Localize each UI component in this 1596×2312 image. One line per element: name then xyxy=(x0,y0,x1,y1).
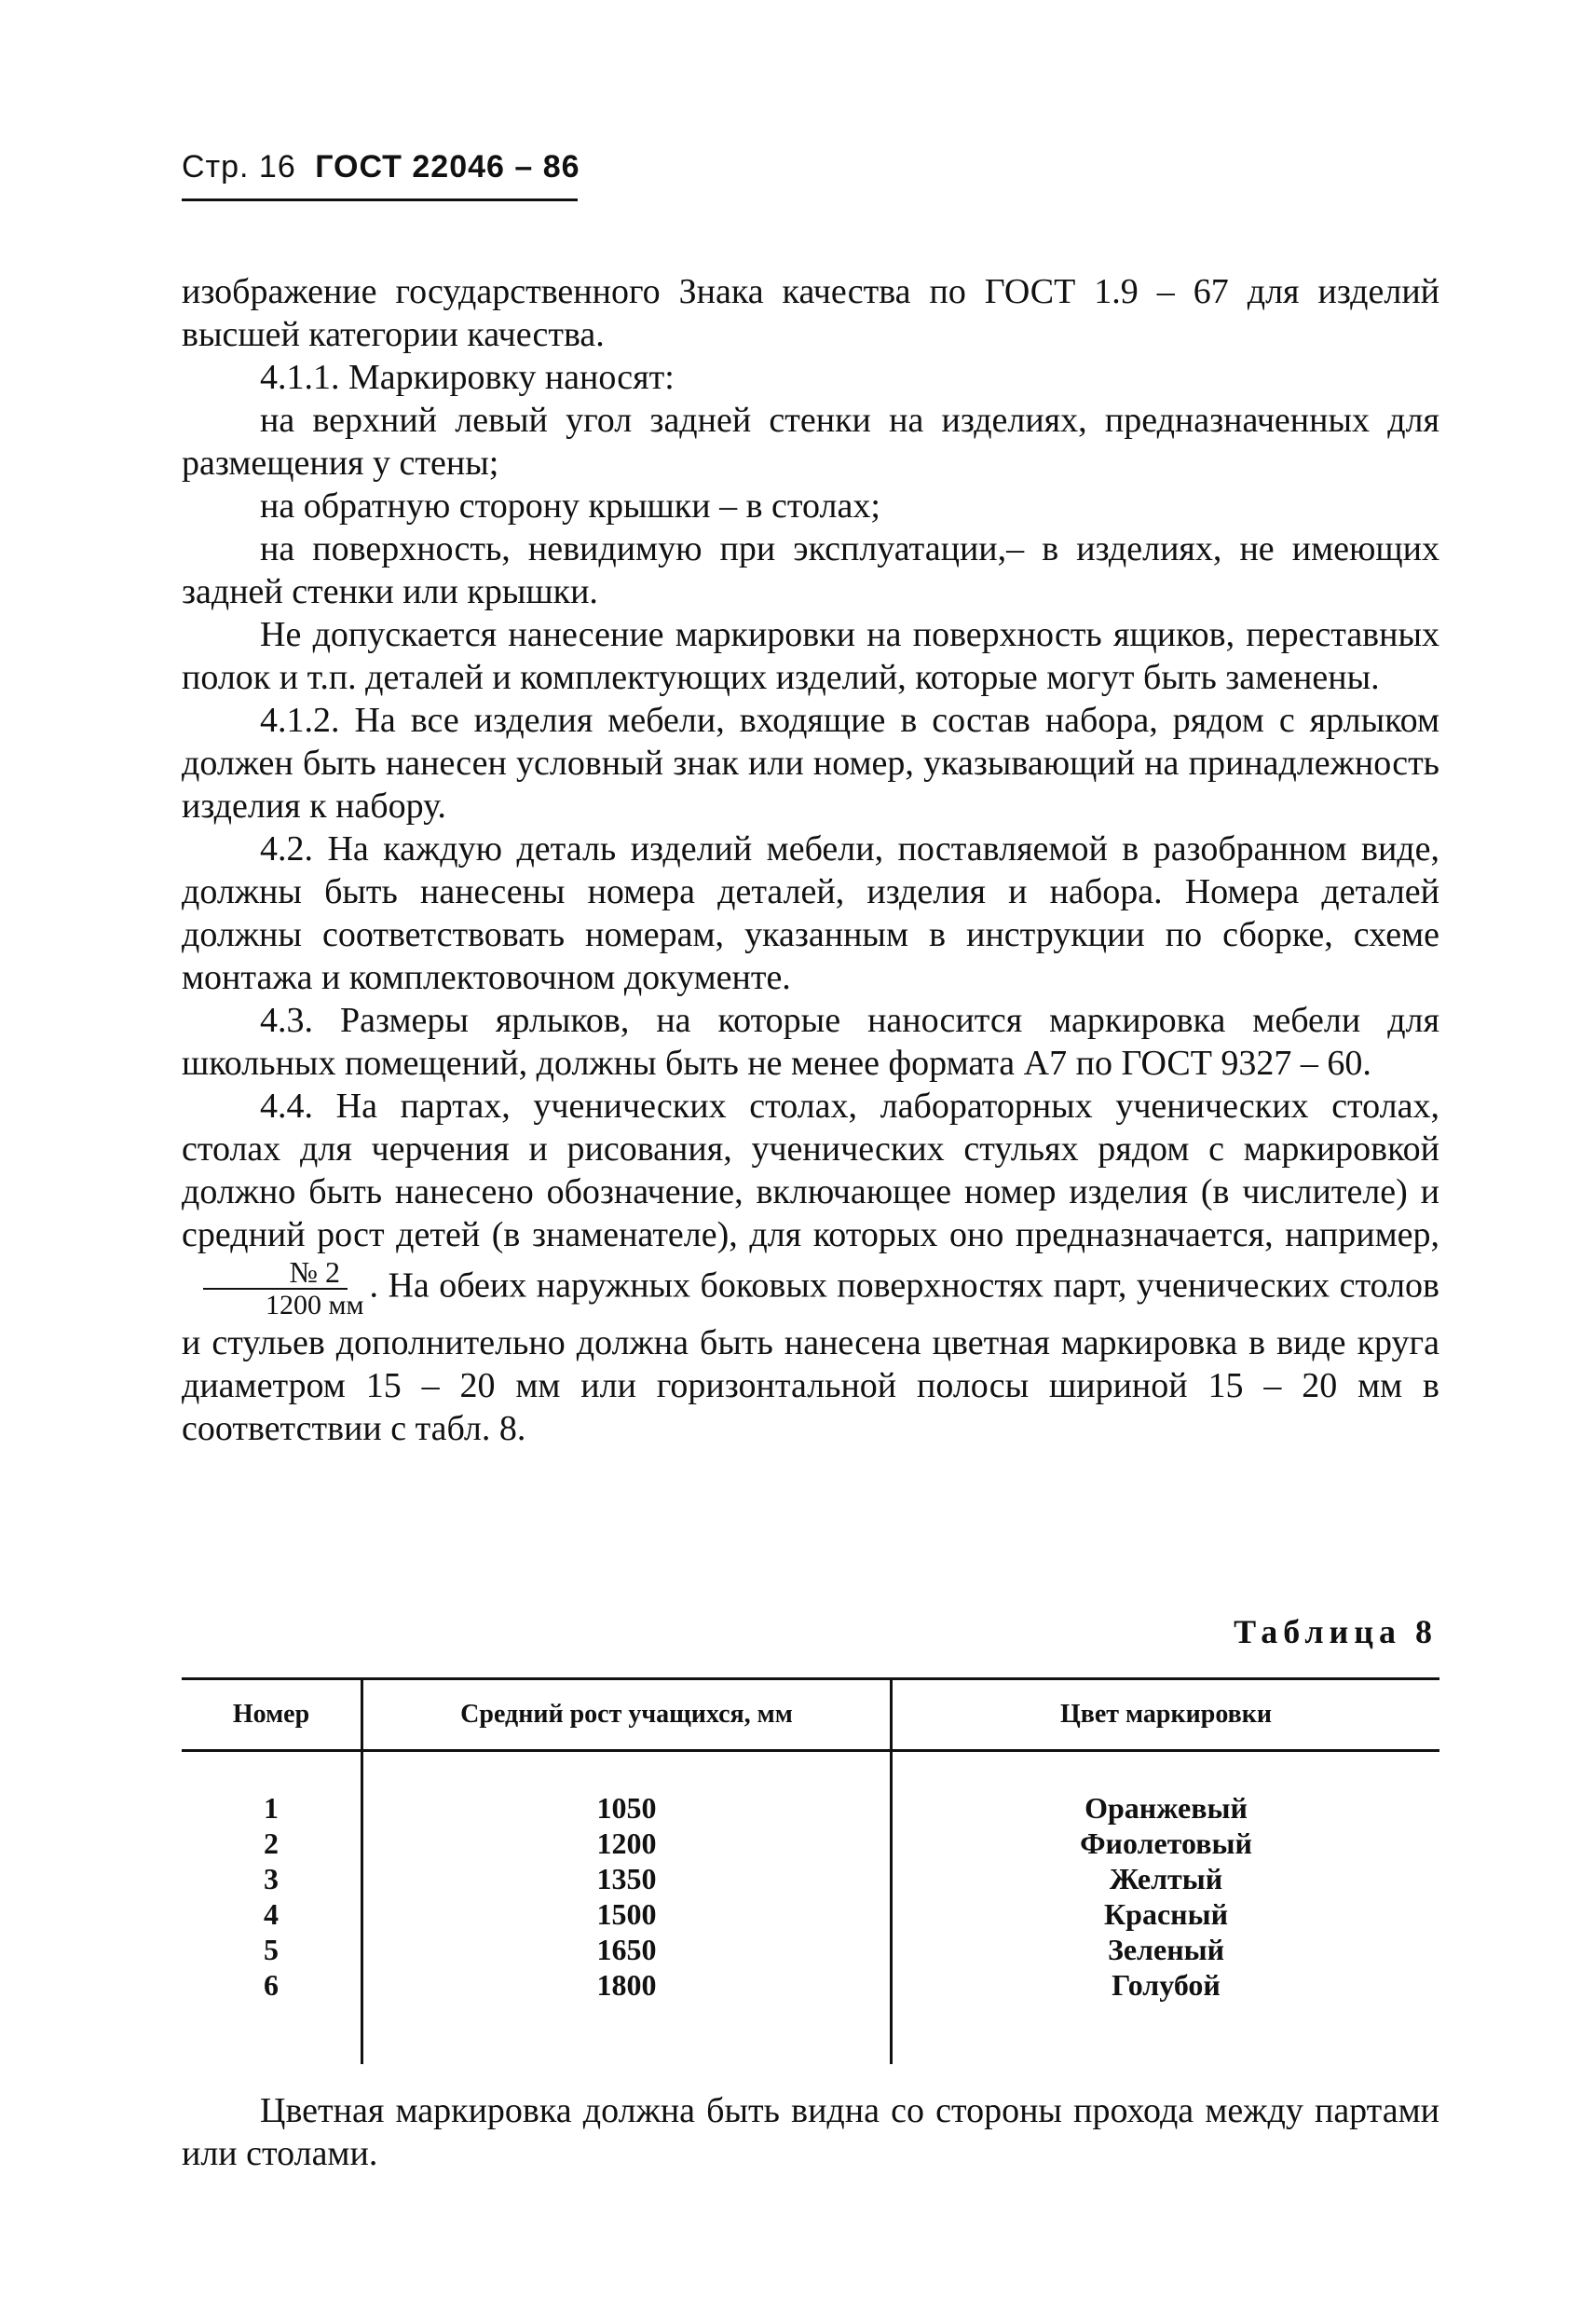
cell-height: 1500 xyxy=(596,1897,657,1931)
paragraph: на обратную сторону крышки – в столах; xyxy=(260,486,880,526)
cell-number: 4 xyxy=(264,1897,279,1931)
table-row xyxy=(182,1790,1439,1826)
cell-color: Зеленый xyxy=(1107,1933,1225,1966)
table-body xyxy=(182,1790,1439,2003)
paragraph: на поверхность, невидимую при эксплуатации,– в изделиях, не имеющих задней стенки или крышки. xyxy=(182,529,1439,611)
paragraph: 4.1.2. На все изделия мебели, входящие в состав набора, рядом с ярлыком должен быть нанесен условный знак или номер, указывающий на принадлежность изделия к набору. xyxy=(182,701,1439,826)
cell-height: 1800 xyxy=(596,1968,657,2002)
cell-color: Фиолетовый xyxy=(1080,1826,1252,1860)
header-rule xyxy=(182,198,578,201)
paragraph: 4.1.1. Маркировку наносят: xyxy=(260,358,675,397)
table-row xyxy=(182,1861,1439,1896)
cell-number: 2 xyxy=(264,1826,279,1860)
cell-number: 3 xyxy=(264,1862,279,1895)
cell-height: 1350 xyxy=(596,1862,657,1895)
fraction-denominator: 1200 мм xyxy=(266,1290,364,1320)
paragraph-4-4-part-1: 4.4. На партах, ученических столах, лабораторных ученических столах, столах для черчения и рисования, ученических стульях рядом с маркировкой должно быть нанесено обозначение, включающее номер изделия (в числителе) и средний рост детей (в знаменателе), для которых оно предназначается, например, xyxy=(182,1087,1439,1254)
marking-color-table xyxy=(182,1677,1439,2064)
standard-designation: ГОСТ 22046 – 86 xyxy=(315,149,580,185)
closing-text xyxy=(182,2089,1439,2175)
paragraph-4-4 xyxy=(182,1085,1439,1450)
table-header-number: Номер xyxy=(232,1700,310,1729)
table-row xyxy=(182,1826,1439,1861)
cell-height: 1050 xyxy=(596,1791,657,1825)
cell-color: Красный xyxy=(1103,1897,1229,1931)
paragraph: на верхний левый угол задней стенки на изделиях, предназначенных для размещения у стены; xyxy=(182,401,1439,483)
cell-number: 6 xyxy=(264,1968,279,2002)
paragraph: изображение государственного Знака качества по ГОСТ 1.9 – 67 для изделий высшей категории качества. xyxy=(182,272,1439,354)
cell-number: 5 xyxy=(264,1933,279,1966)
cell-number: 1 xyxy=(264,1791,279,1825)
table-row xyxy=(182,1896,1439,1932)
cell-height: 1200 xyxy=(596,1826,657,1860)
table-header-row xyxy=(182,1680,1439,1752)
cell-color: Желтый xyxy=(1109,1862,1223,1895)
paragraph-4-4-part-2: . На обеих наружных боковых поверхностях парт, ученических столов и стульев дополнительно должна быть нанесена цветная маркировка в виде круга диаметром 15 – 20 мм или горизонтальной полосы шириной 15 – 20 мм в соответствии с табл. 8. xyxy=(182,1265,1439,1448)
body-text xyxy=(182,270,1439,1450)
table-header-height: Средний рост учащихся, мм xyxy=(460,1700,793,1729)
fraction-numerator: № 2 xyxy=(203,1256,348,1290)
paragraph: 4.3. Размеры ярлыков, на которые наносится маркировка мебели для школьных помещений, должны быть не менее формата А7 по ГОСТ 9327 – 60. xyxy=(182,1001,1439,1083)
table-row xyxy=(182,1967,1439,2003)
page-header xyxy=(182,149,580,185)
page-number-label: Стр. 16 xyxy=(182,149,296,185)
cell-color: Оранжевый xyxy=(1084,1791,1248,1825)
paragraph: 4.2. На каждую деталь изделий мебели, поставляемой в разобранном виде, должны быть нанесены номера деталей, изделия и набора. Номера деталей должны соответствовать номерам, указанным в инструкции по сборке, схеме монтажа и комплектовочном документе. xyxy=(182,829,1439,997)
table-header-color: Цвет маркировки xyxy=(1059,1700,1273,1729)
table-row xyxy=(182,1932,1439,1967)
fraction-example xyxy=(187,1256,363,1321)
table-caption: Таблица 8 xyxy=(1234,1613,1438,1650)
cell-height: 1650 xyxy=(596,1933,657,1966)
paragraph: Не допускается нанесение маркировки на поверхность ящиков, переставных полок и т.п. деталей и комплектующих изделий, которые могут быть заменены. xyxy=(182,615,1439,697)
cell-color: Голубой xyxy=(1112,1968,1221,2002)
paragraph: Цветная маркировка должна быть видна со стороны прохода между партами или столами. xyxy=(182,2091,1439,2173)
